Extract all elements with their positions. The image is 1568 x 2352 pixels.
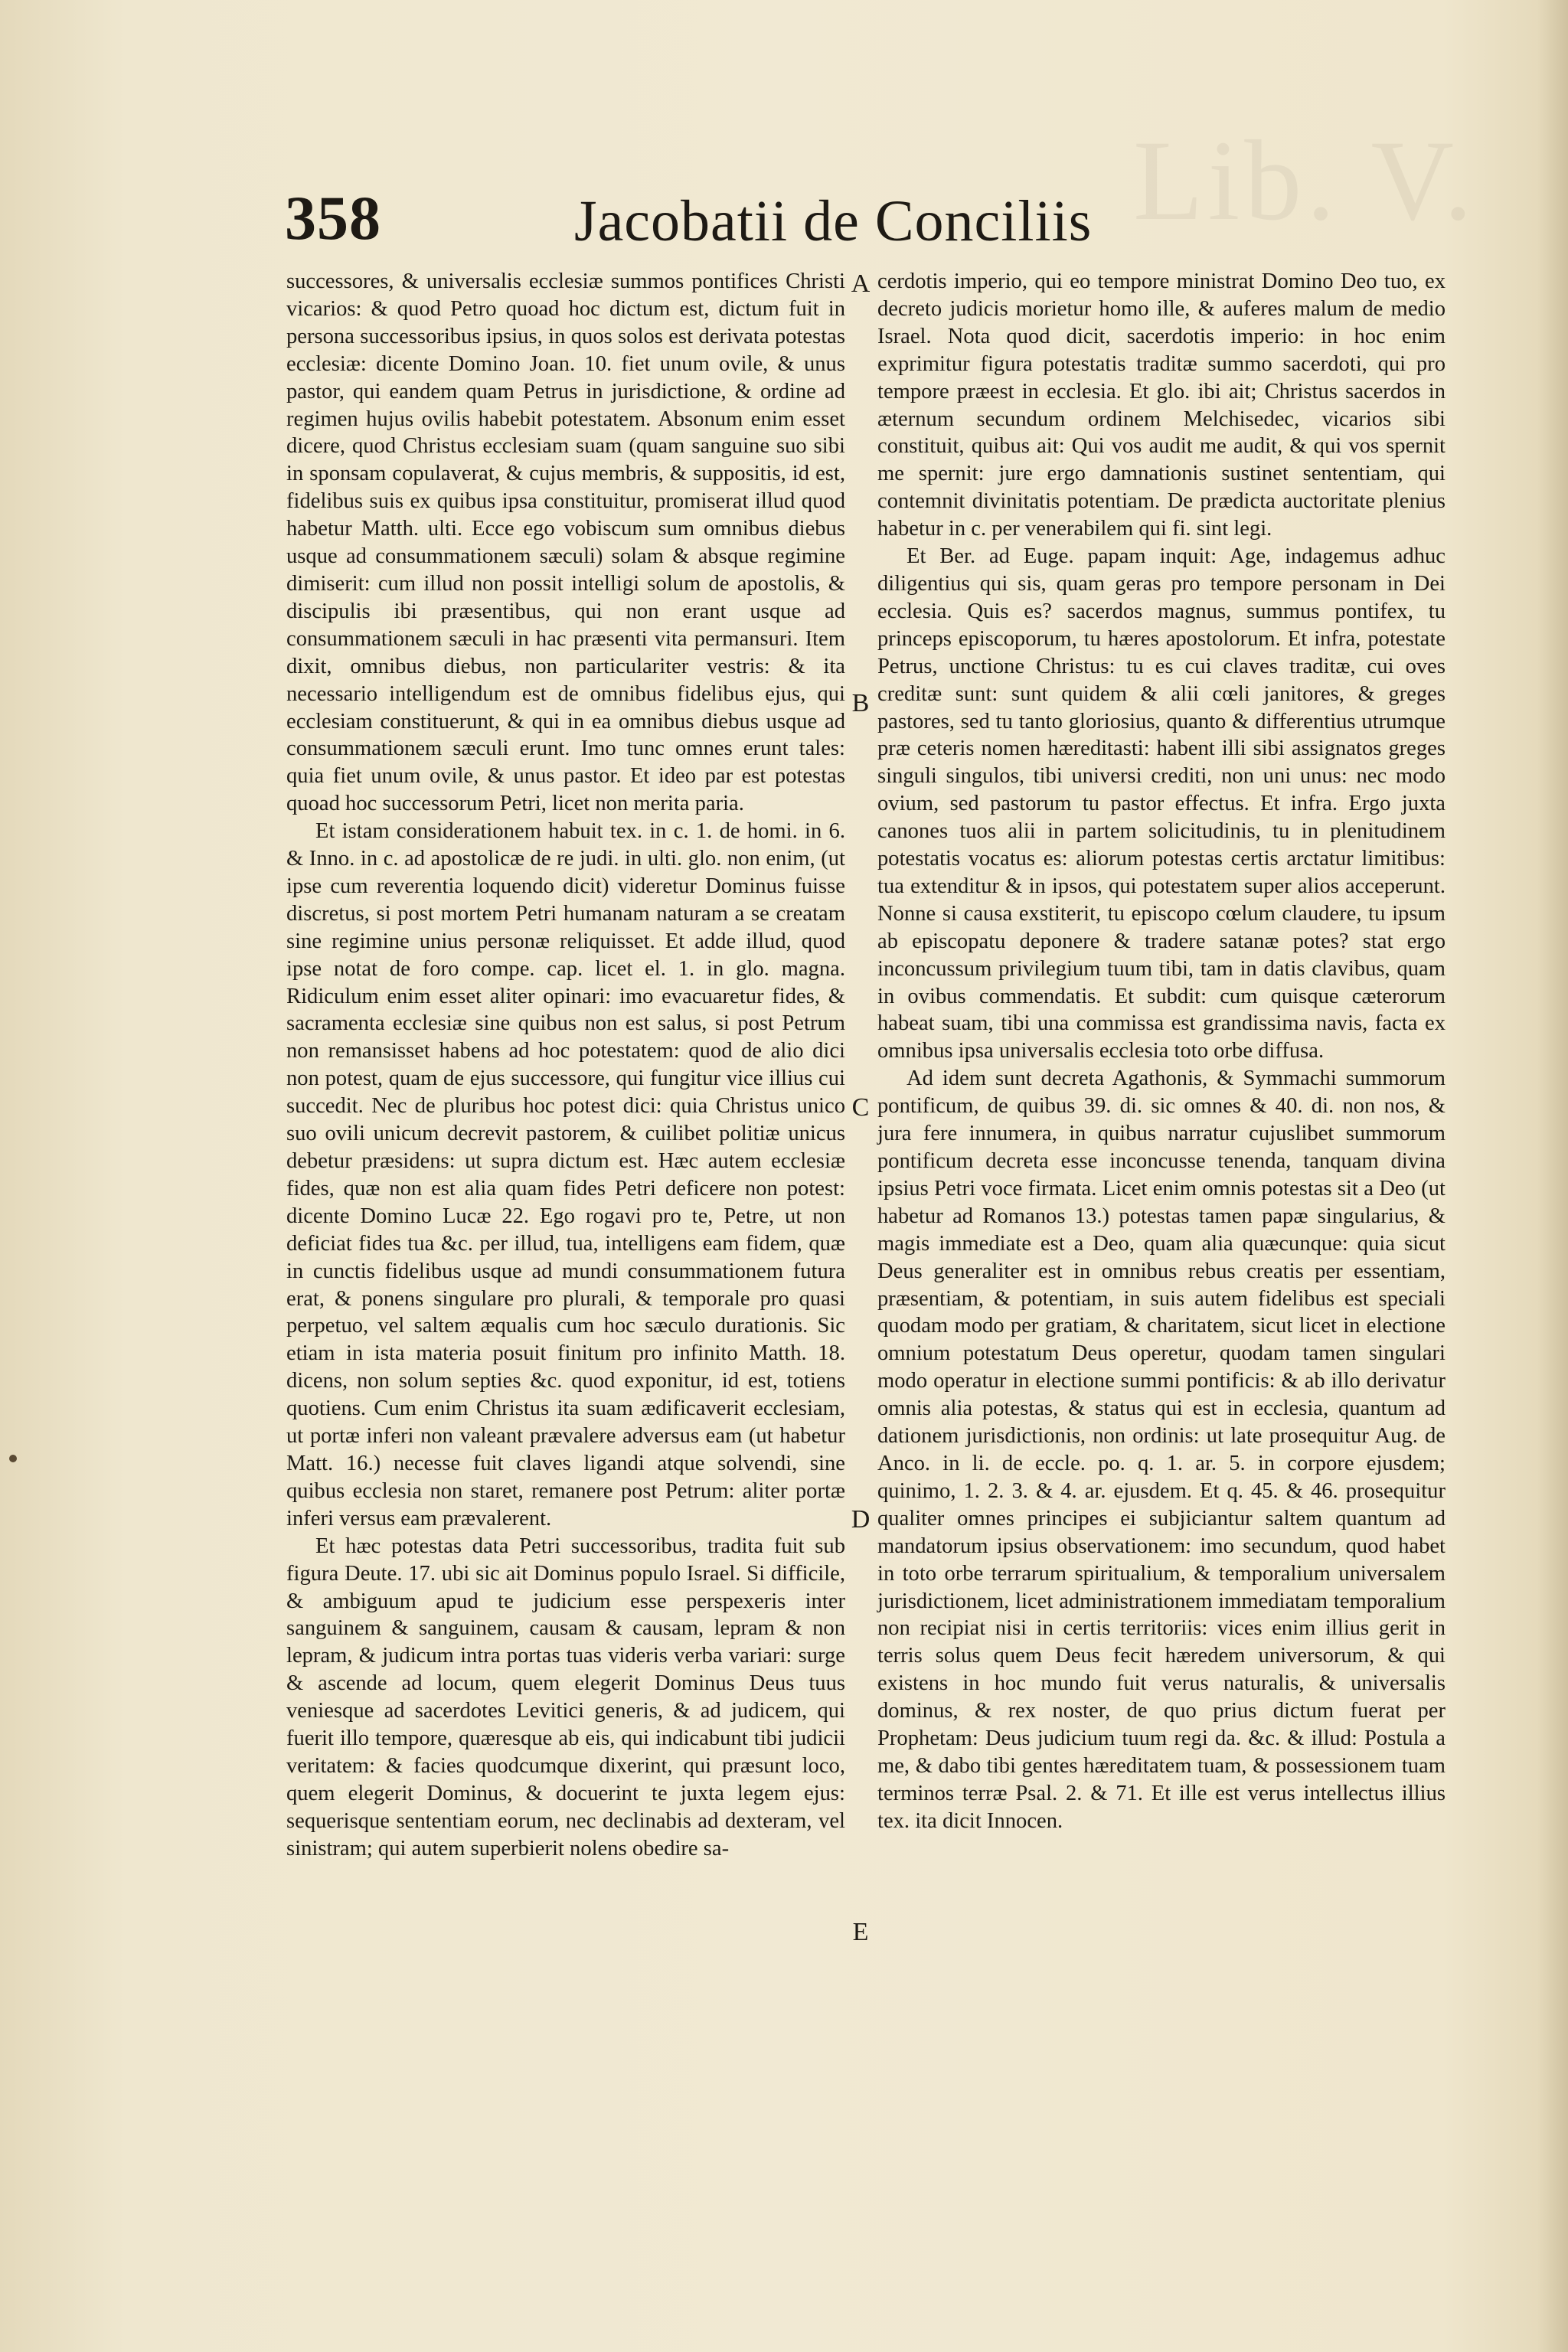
page-number: 358 — [285, 183, 381, 253]
paragraph: cerdotis imperio, qui eo tempore ministrat Domino Deo tuo, ex decreto judicis morietur homo ille, & auferes malum de medio Israel. Nota quod dicit, sacerdotis imperio: in hoc enim exprimitur figura potestatis traditæ summo sacerdoti, qui pro tempore præest in ecclesia. Et glo. ibi ait; Christus sacerdos in æternum secundum ordinem Melchisedec, vicarios sibi constituit, quibus ait: Qui vos audit me audit, & qui vos spernit me spernit: jure ergo damnationis sustinet sententiam, qui contemnit divinitatis potentiam. De prædicta auctoritate plenius habetur in c. per venerabilem qui fi. sint legi. — [877, 270, 1446, 541]
paragraph: Et istam considerationem habuit tex. in c. 1. de homi. in 6. & Inno. in c. ad apostolicæ de re judi. in ulti. glo. non enim, (ut ipse cum reverentia loquendo dicit) videretur Dominus fuisse discretus, si post mortem Petri humanam naturam a se creatam sine regimine unius personæ reliquisset. Et adde illud, quod ipse notat de foro compe. cap. licet el. 1. in glo. magna. Ridiculum enim esset aliter opinari: imo evacuaretur fides, & sacramenta ecclesiæ sine quibus non est salus, si post Petrum non remansisset habens ad hoc potestatem: quod de alio dici non potest, quam de ejus successore, qui fungitur vice illius cui succedit. Nec de pluribus hoc potest dici: quia Christus unico suo ovili unicum decrevit pastorem, & cuilibet politiæ unicus debetur præsidens: ut supra dictum est. Hæc autem ecclesiæ fides, quæ non est alia quam fides Petri deficere non potest: dicente Domino Lucæ 22. Ego rogavi pro te, Petre, ut non deficiat fides tua &c. per illud, tua, intelligens eam fidem, quæ in cunctis fidelibus usque ad mundi consummationem futura erat, & ponens singulare pro plurali, & temporale pro quasi perpetuo, vel saltem æqualis cum hoc sæculo durationis. Sic etiam in ista materia posuit finitum pro infinito Matth. 18. dicens, non solum septies &c. quod exponitur, id est, totiens quotiens. Cum enim Christus ita suam ædificaverit ecclesiam, ut portæ inferi non valeant prævalere adversus eam (ut habetur Matt. 16.) necesse fuit claves ligandi atque solvendi, sine quibus ecclesia non staret, remanere post Petrum: aliter portæ inferi versus eam prævalerent. — [286, 819, 845, 1530]
page-edge-shadow — [1537, 0, 1568, 2352]
margin-letter-d: D — [851, 1505, 871, 1534]
page-header — [285, 182, 1204, 274]
paragraph: successores, & universalis ecclesiæ summos pontifices Christi vicarios: & quod Petro quoad hoc dictum est, dictum fuit in persona successoribus ipsius, in quos solos est derivata potestas ecclesiæ: dicente Domino Joan. 10. fiet unum ovile, & unus pastor, qui eandem quam Petrus in jurisdictione, & ordine ad regimen hujus ovilis habebit potestatem. Absonum enim esset dicere, quod Christus ecclesiam suam (quam sanguine suo sibi in sponsam copulaverat, & cujus membris, & suppositis, id est, fidelibus suis ex quibus ipsa constituitur, promiserat illud quod habetur Matth. ulti. Ecce ego vobiscum sum omnibus diebus usque ad consummationem sæculi) solam & absque regimine dimiserit: cum illud non possit intelligi solum de apostolis, & discipulis ibi præsentibus, qui non erant usque ad consummationem sæculi in hac præsenti vita permansuri. Item dixit, omnibus diebus, non particulariter vestris: & ita necessario intelligendum est de omnibus fidelibus ejus, qui ecclesiam constituerunt, & qui in ea omnibus diebus usque ad consummationem sæculi erunt. Imo tunc omnes erunt tales: quia fiet unum ovile, & unus pastor. Et ideo par est potestas quoad hoc successorum Petri, licet non merita paria. — [286, 270, 845, 816]
show-through-text: Lib. V. — [1133, 117, 1478, 244]
margin-letter-b: B — [851, 689, 870, 717]
ink-spot — [9, 1455, 17, 1462]
paragraph: Et hæc potestas data Petri successoribus, tradita fuit sub figura Deute. 17. ubi sic ait Dominus populo Israel. Si difficile, & ambiguum apud te judicium esse perspexeris inter sanguinem & sanguinem, causam & causam, lepram & non lepram, & judicum intra portas tuas videris verba variari: surge & ascende ad locum, quem elegerit Dominus Deus tuus veniesque ad sacerdotes Levitici generis, & ad judicem, qui fuerit illo tempore, quæresque ab eis, qui indicabunt tibi judicii veritatem: & facies quodcumque dixerint, qui præsunt loco, quem elegerit Dominus, & docuerint te juxta legem ejus: sequerisque sententiam eorum, nec declinabis ad dexteram, vel sinistram; qui autem superbierit nolens obedire sa- — [286, 1534, 845, 1860]
running-title: Jacobatii de Conciliis — [574, 189, 1093, 253]
right-column — [877, 268, 1446, 1835]
paragraph: Et Ber. ad Euge. papam inquit: Age, indagemus adhuc diligentius qui sis, quam geras pro tempore personam in Dei ecclesia. Quis es? sacerdos magnus, summus pontifex, tu princeps episcoporum, tu hæres apostolorum. Et infra, potestate Petrus, unctione Christus: tu es cui claves traditæ, cui oves creditæ sunt: sunt quidem & alii cœli janitores, & greges pastores, sed tu tanto gloriosius, quanto & differentius utrumque præ ceteris nomen hæreditasti: habent illi sibi assignatos greges singuli singulos, tibi universi crediti, non uni unus: nec modo ovium, sed pastorum tu pastor effectus. Et infra. Ergo juxta canones tuos alii in partem solicitudinis, tu in plenitudinem potestatis vocatus es: aliorum potestas certis arctatur limitibus: tua extenditur & in ipsos, qui potestatem super alios acceperunt. Nonne si causa exstiterit, tu episcopo cœlum claudere, tu ipsum ab episcopatu deponere & tradere satanæ potes? stat ergo inconcussum privilegium tuum tibi, tam in datis clavibus, quam in ovibus commendatis. Et subdit: cum quisque cæterorum habeat suam, tibi una commissa est grandissima navis, facta ex omnibus ipsa universalis ecclesia toto orbe diffusa. — [877, 544, 1446, 1063]
left-column — [286, 268, 845, 1863]
margin-letter-a: A — [851, 270, 871, 298]
paragraph: Ad idem sunt decreta Agathonis, & Symmachi summorum pontificum, de quibus 39. di. sic omnes & 40. di. non nos, & jura fere innumera, in quibus narratur cujuslibet summorum pontificum decreta esse inconcusse tenenda, tanquam divina ipsius Petri voce firmata. Licet enim omnis potestas sit a Deo (ut habetur ad Romanos 13.) potestas tamen papæ singularius, & magis immediate est a Deo, quam alia quæcunque: quia sicut Deus generaliter est in omnibus rebus creatis per essentiam, præsentiam, & potentiam, in suis autem fidelibus est speciali quodam modo per gratiam, & charitatem, sicut licet in electione omnium potestatum Deus operetur, quodam tamen singulari modo operatur in electione summi pontificis: & ab illo derivatur omnis alia potestas, & status qui est in ecclesia, quantum ad dationem jurisdictionis, non ordinis: ut late prosequitur Aug. de Anco. in li. de eccle. po. q. 1. ar. 5. in corpore ejusdem; quinimo, 1. 2. 3. & 4. ar. ejusdem. Et q. 45. & 46. prosequitur qualiter omnes principes ei subjiciantur saltem quantum ad mandatorum ipsius observationem: imo secundum, quod habet in toto orbe terrarum spiritualium, & temporalium universalem jurisdictionem, licet administrationem immediatam temporalium non recipiat nisi in certis territoriis: vices enim illius gerit in terris solus quem Deus fecit hæredem universorum, & qui existens in hoc mundo fuit verus naturalis, & universalis dominus, & rex noster, de quo prius dictum fuerat per Prophetam: Deus judicium tuum regi da. &c. & illud: Postula a me, & dabo tibi gentes hæreditatem tuam, & possessionem tuam terminos terræ Psal. 2. & 71. Et ille est verus intellectus illius tex. ita dicit Innocen. — [877, 1067, 1446, 1833]
margin-letter-e: E — [852, 1918, 869, 1946]
margin-letter-c: C — [851, 1093, 870, 1122]
